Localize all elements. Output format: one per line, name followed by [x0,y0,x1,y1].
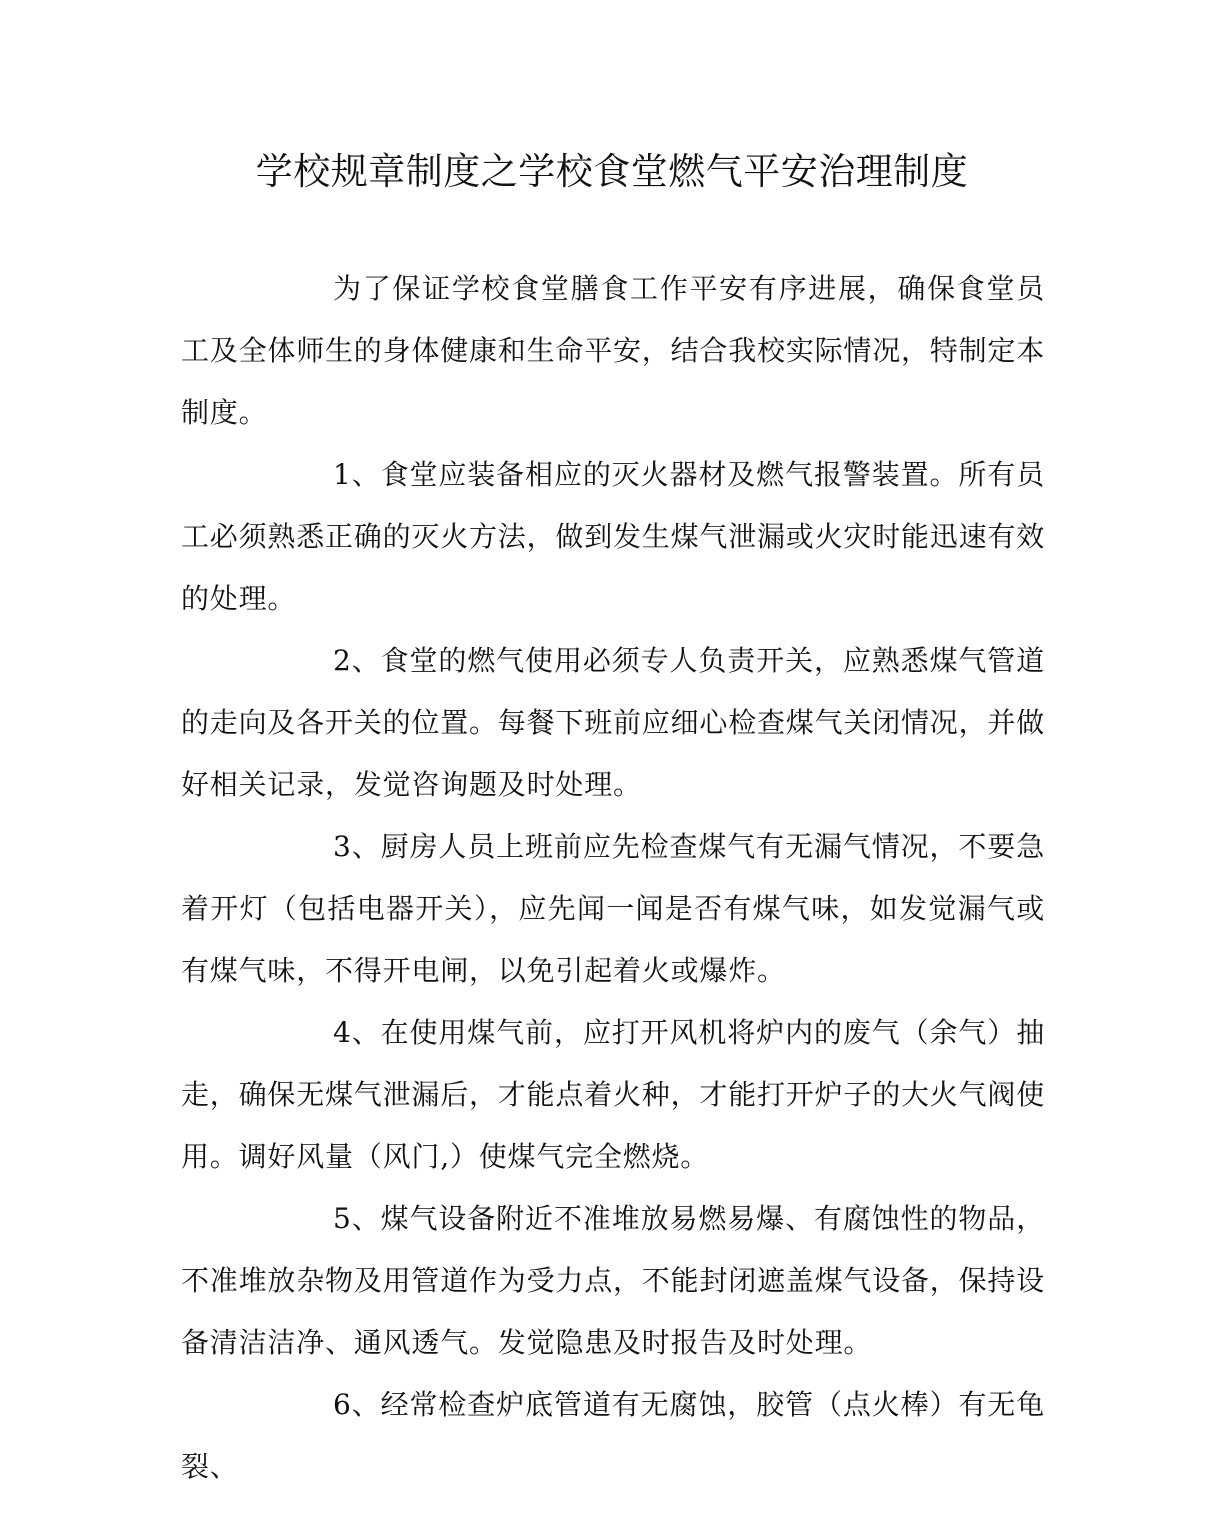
paragraph-item-6: 6、经常检查炉底管道有无腐蚀，胶管（点火棒）有无龟裂、 [181,1388,1045,1483]
paragraph-item-2: 2、食堂的燃气使用必须专人负责开关，应熟悉煤气管道的走向及各开关的位置。每餐下班前应细心检查煤气关闭情况，并做好相关记录，发觉咨询题及时处理。 [181,644,1046,801]
paragraph-intro: 为了保证学校食堂膳食工作平安有序进展，确保食堂员工及全体师生的身体健康和生命平安，结合我校实际情况，特制定本制度。 [181,272,1046,429]
document-body [181,258,1045,1498]
paragraph-item-5: 5、煤气设备附近不准堆放易燃易爆、有腐蚀性的物品，不准堆放杂物及用管道作为受力点，不能封闭遮盖煤气设备，保持设备清洁洁净、通风透气。发觉隐患及时报告及时处理。 [181,1202,1046,1359]
paragraph-item-4: 4、在使用煤气前，应打开风机将炉内的废气（余气）抽走，确保无煤气泄漏后，才能点着火种，才能打开炉子的大火气阀使用。调好风量（风门,）使煤气完全燃烧。 [181,1016,1046,1173]
paragraph-item-3: 3、厨房人员上班前应先检查煤气有无漏气情况，不要急着开灯（包括电器开关），应先闻一闻是否有煤气味，如发觉漏气或有煤气味，不得开电闸，以免引起着火或爆炸。 [181,830,1045,987]
paragraph-item-1: 1、食堂应装备相应的灭火器材及燃气报警装置。所有员工必须熟悉正确的灭火方法，做到发生煤气泄漏或火灾时能迅速有效的处理。 [181,458,1046,615]
document-title: 学校规章制度之学校食堂燃气平安治理制度 [255,150,969,193]
